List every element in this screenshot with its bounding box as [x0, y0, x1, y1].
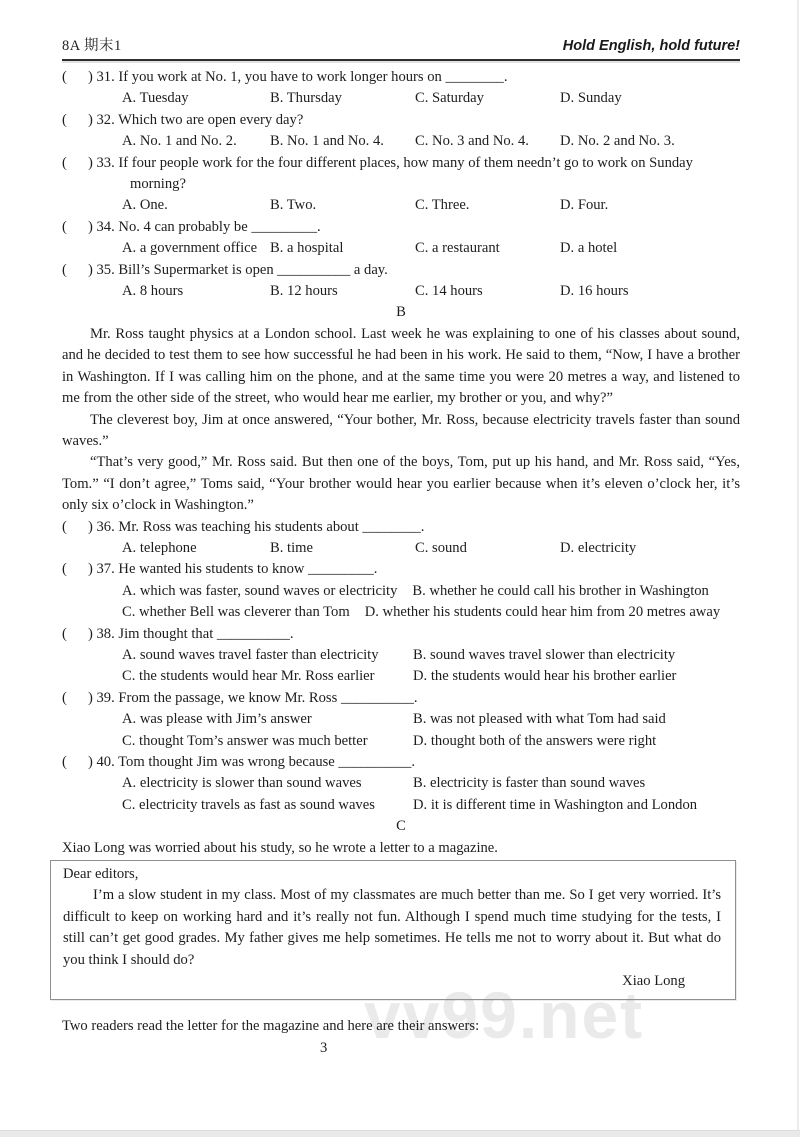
letter-signature: Xiao Long	[622, 973, 685, 990]
question-39-options-row-1	[122, 709, 740, 730]
option-a: A. 8 hours	[122, 283, 184, 300]
option-a: A. One.	[122, 197, 168, 214]
option-c: C. the students would hear Mr. Ross earlier	[122, 668, 375, 685]
question-33	[62, 153, 740, 174]
section-c-label: C	[396, 818, 406, 835]
page-bottom-strip	[0, 1130, 800, 1137]
option-a: A. which was faster, sound waves or electricity	[122, 582, 398, 599]
question-40-options-row-2	[122, 795, 740, 816]
option-d: D. Sunday	[560, 90, 622, 107]
option-b: B. electricity is faster than sound waves	[413, 775, 646, 792]
question-32-options	[122, 131, 740, 152]
option-b: B. No. 1 and No. 4.	[270, 133, 384, 150]
option-c: C. sound	[415, 539, 467, 556]
answer-bracket: (	[62, 69, 67, 85]
letter-body: I’m a slow student in my class. Most of my classmates are much better than me. So I get very worried. It’s difficult to keep on working hard and it’s really not fun. Although I spend much time studying for the tests, I still can’t get good grades. My father gives me help sometimes. He tells me not to worry about it. But what do you think I should do?	[63, 887, 721, 968]
option-b: B. Two.	[270, 197, 317, 214]
question-34	[62, 217, 740, 238]
question-33-options	[122, 195, 740, 216]
header-slogan: Hold English, hold future!	[562, 37, 740, 54]
question-33-continuation: morning?	[130, 176, 186, 193]
option-d: D. thought both of the answers were right	[413, 732, 657, 749]
question-39-text: ) 39. From the passage, we know Mr. Ross __________.	[88, 689, 418, 706]
option-c: C. whether Bell was cleverer than Tom	[122, 604, 350, 621]
passage-paragraph-3: “That’s very good,” Mr. Ross said. But then one of the boys, Tom, put up his hand, and Mr. Ross said, “Yes, Tom.” “I don’t agree,” Toms said, “Your brother would hear you earlier because when it’s eleven o’clock her, it’s only six o’clock in Washington.”	[62, 454, 740, 514]
option-b: B. was not pleased with what Tom had said	[413, 711, 666, 728]
question-39-options-row-2	[122, 731, 740, 752]
answer-bracket: (	[62, 154, 67, 171]
question-38	[62, 624, 740, 645]
section-c-follow-up: Two readers read the letter for the magazine and here are their answers:	[62, 1018, 480, 1035]
option-c: C. Three.	[415, 197, 470, 214]
question-31	[62, 67, 740, 88]
question-32-text: ) 32. Which two are open every day?	[88, 111, 304, 128]
option-c: C. Saturday	[415, 90, 484, 107]
answer-bracket: (	[62, 518, 67, 535]
passage-paragraph-2: The cleverest boy, Jim at once answered, “Your bother, Mr. Ross, because electricity travels faster than sound waves.”	[62, 411, 740, 449]
answer-bracket: (	[62, 218, 67, 235]
answer-bracket: (	[62, 754, 67, 770]
answer-bracket: (	[62, 625, 67, 642]
option-a: A. No. 1 and No. 2.	[122, 133, 237, 150]
question-37	[62, 559, 740, 580]
question-35	[62, 260, 740, 281]
option-d: D. whether his students could hear him from 20 metres away	[364, 604, 721, 621]
answer-bracket: (	[62, 111, 67, 128]
option-d: D. electricity	[560, 539, 637, 556]
option-a: A. telephone	[122, 539, 197, 556]
question-38-options-row-1	[122, 645, 740, 666]
option-c: C. a restaurant	[415, 240, 500, 257]
question-40-text: ) 40. Tom thought Jim was wrong because __________.	[88, 754, 416, 770]
question-34-text: ) 34. No. 4 can probably be _________.	[88, 218, 321, 235]
question-37-text: ) 37. He wanted his students to know _________.	[88, 561, 378, 578]
option-c: C. thought Tom’s answer was much better	[122, 732, 368, 749]
section-c-intro: Xiao Long was worried about his study, so he wrote a letter to a magazine.	[62, 839, 498, 856]
option-d: D. 16 hours	[560, 283, 629, 300]
question-34-options	[122, 238, 740, 259]
option-c: C. No. 3 and No. 4.	[415, 133, 529, 150]
option-a: A. a government office	[122, 240, 258, 257]
option-d: D. No. 2 and No. 3.	[560, 133, 675, 150]
letter-salutation: Dear editors,	[63, 866, 139, 883]
option-d: D. Four.	[560, 197, 609, 214]
option-b: B. Thursday	[270, 90, 342, 107]
option-a: A. was please with Jim’s answer	[122, 711, 312, 728]
option-d: D. the students would hear his brother earlier	[413, 668, 677, 685]
option-b: B. 12 hours	[270, 283, 338, 300]
question-39	[62, 688, 740, 709]
question-37-options-row-1	[122, 581, 740, 602]
question-35-text: ) 35. Bill’s Supermarket is open __________ a day.	[88, 261, 388, 278]
question-35-options	[122, 281, 740, 302]
option-b: B. whether he could call his brother in Washington	[412, 582, 709, 599]
option-b: B. time	[270, 539, 313, 556]
question-40	[62, 752, 740, 773]
section-b-label: B	[396, 304, 406, 321]
question-37-options-row-2	[122, 602, 740, 623]
watermark: vv99.net	[364, 978, 645, 1052]
option-d: D. a hotel	[560, 240, 618, 257]
question-31-options	[122, 88, 740, 109]
question-36	[62, 517, 740, 538]
question-36-text: ) 36. Mr. Ross was teaching his students about ________.	[88, 518, 425, 535]
option-a: A. sound waves travel faster than electricity	[122, 646, 379, 663]
option-b: B. sound waves travel slower than electricity	[413, 646, 676, 663]
answer-bracket: (	[62, 261, 67, 278]
header-course-label: 8A 期末1	[62, 37, 122, 54]
question-33-text: ) 33. If four people work for the four different places, how many of them needn’t go to work on Sunday	[88, 154, 693, 171]
passage-paragraph-1: Mr. Ross taught physics at a London school. Last week he was explaining to one of his classes about sound, and he decided to test them to see how successful he had been in his work. He said to them, “Now, I have a brother in Washington. If I was calling him on the phone, and at the same time you were 20 metres a way, and listened to me from the other side of the street, who would hear me earlier, my brother or you, and why?”	[62, 325, 740, 407]
option-c: C. electricity travels as fast as sound waves	[122, 796, 375, 813]
answer-bracket: (	[62, 689, 67, 706]
exam-body	[62, 61, 740, 1059]
answer-bracket: (	[62, 561, 67, 578]
question-38-options-row-2	[122, 666, 740, 687]
option-d: D. it is different time in Washington and London	[413, 796, 698, 813]
page-header	[62, 0, 740, 57]
option-a: A. Tuesday	[122, 90, 189, 107]
question-31-text: ) 31. If you work at No. 1, you have to work longer hours on ________.	[88, 69, 508, 85]
page-number: 3	[320, 1039, 328, 1056]
question-36-options	[122, 538, 740, 559]
option-c: C. 14 hours	[415, 283, 483, 300]
option-b: B. a hospital	[270, 240, 344, 257]
question-38-text: ) 38. Jim thought that __________.	[88, 625, 294, 642]
question-40-options-row-1	[122, 773, 740, 794]
option-a: A. electricity is slower than sound waves	[122, 775, 362, 792]
question-32	[62, 110, 740, 131]
letter-box	[50, 860, 736, 1000]
